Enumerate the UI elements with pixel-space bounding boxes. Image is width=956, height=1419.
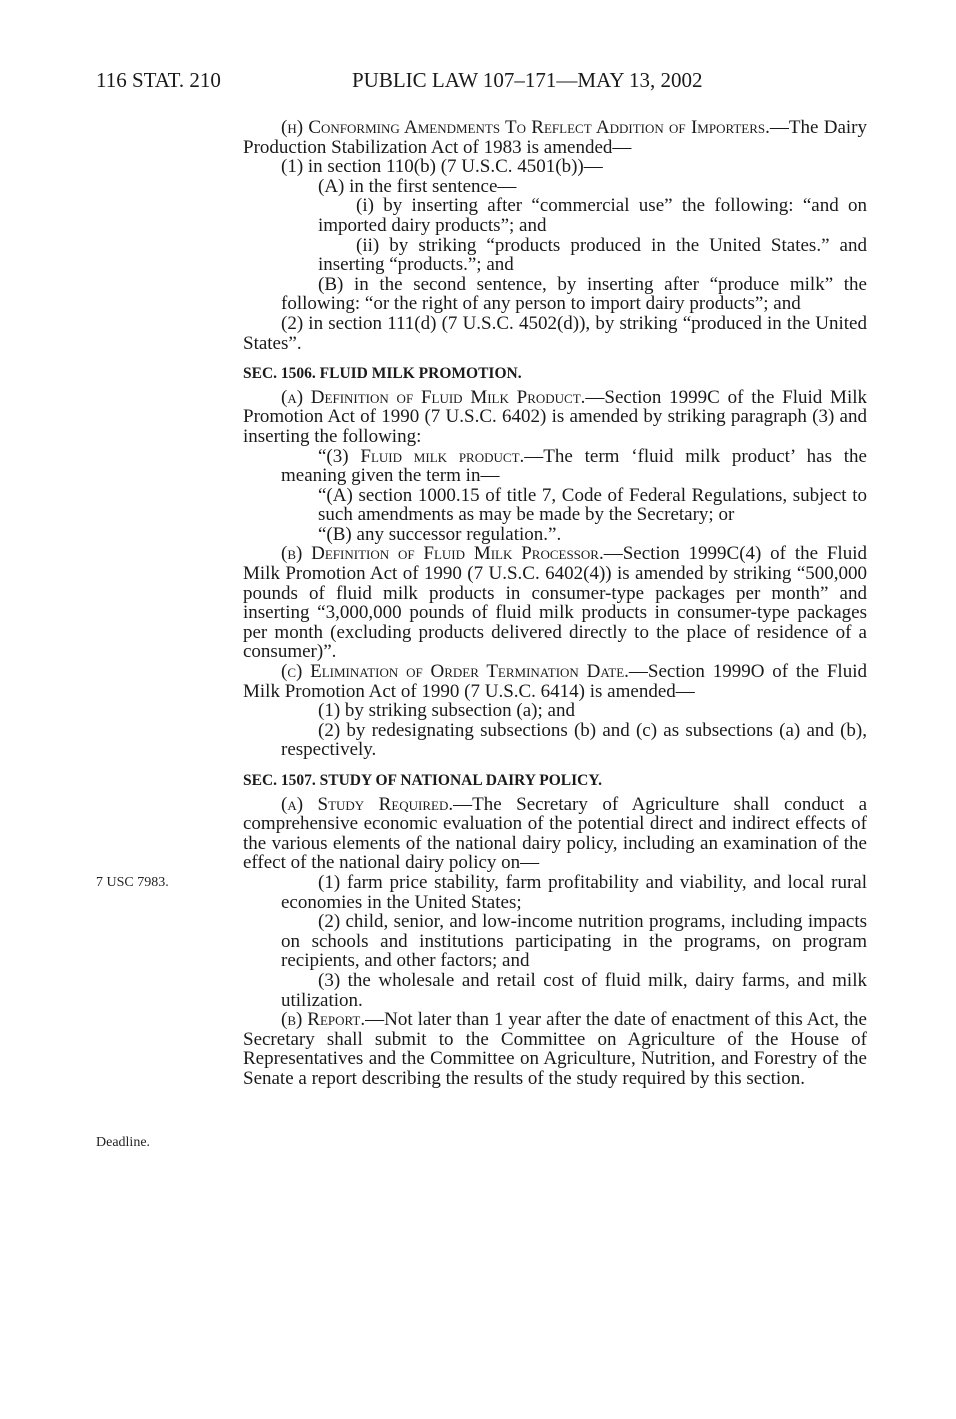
paragraph-heading: (h) Conforming Amendments To Reflect Addition of Importers. [281,117,770,138]
paragraph-heading: (b) Report. [281,1009,366,1031]
page-header [96,68,868,98]
quoted-text: —The term ‘fluid milk product’ has the meaning given the term in— [281,445,867,487]
paragraph-heading: (b) Definition of Fluid Milk Processor. [281,543,604,565]
list-item: (1) by striking subsection (a); and [318,700,575,722]
quoted-heading: “(3) Fluid milk product. [318,445,525,467]
paragraph-heading: (a) Definition of Fluid Milk Product. [281,386,586,408]
public-law-title: PUBLIC LAW 107–171—MAY 13, 2002 [352,68,703,92]
list-item: (ii) by striking “products produced in the United States.” and inserting “products.”; and [318,234,867,276]
list-item: (i) by inserting after “commercial use” the following: “and on imported dairy products”; and [318,195,867,236]
margin-note-usc: 7 USC 7983. [96,875,169,890]
list-item: (2) by redesignating subsections (b) and (c) as subsections (a) and (b), respectively. [281,719,867,761]
list-item: (B) in the second sentence, by inserting after “produce milk” the following: “or the right of any person to import dairy products”; and [281,273,867,315]
list-item: (2) in section 111(d) (7 U.S.C. 4502(d)), by striking “produced in the United States”. [243,312,867,354]
paragraph-1506-b [243,544,867,662]
paragraph-heading: (c) Elimination of Order Termination Date. [281,661,629,683]
section-title-1507: SEC. 1507. STUDY OF NATIONAL DAIRY POLICY. [243,772,603,789]
paragraph-text: —The Secretary of Agriculture shall conduct a comprehensive economic evaluation of the potential direct and indirect effects of the various elements of the national dairy policy, including an examination of the effect of the national dairy policy on— [243,793,868,874]
list-item: “(A) section 1000.15 of title 7, Code of Federal Regulations, subject to such amendments as may be made by the Secretary; or [318,484,867,526]
margin-note-deadline: Deadline. [96,1135,151,1150]
paragraph-1507-a [243,795,867,873]
statute-page-number: 116 STAT. 210 [96,68,221,92]
paragraph-text: —Not later than 1 year after the date of enactment of this Act, the Secretary shall submit to the Committee on Agriculture of the House of Representatives and the Committee on Agriculture, Nutrition, and Forestry of the Senate a report describing the results of the study required by this section. [243,1009,867,1089]
quoted-paragraph [243,447,867,486]
paragraph-heading: (a) Study Required. [281,793,454,815]
document-body [243,118,867,1089]
list-item: (2) child, senior, and low-income nutrition programs, including impacts on schools and institutions participating in the programs, on program recipients, and other factors; and [281,911,867,972]
paragraph-text: —Section 1999C(4) of the Fluid Milk Promotion Act of 1990 (7 U.S.C. 6402(4)) is amended by striking “500,000 pounds of fluid milk products in consumer-type packages per month” and inserting “3,000,000 pounds of fluid milk products in consumer-type packages per month (excluding products delivered directly to the place of residence of a consumer)”. [243,543,867,663]
list-item: (3) the wholesale and retail cost of fluid milk, dairy farms, and milk utilization. [281,969,867,1011]
paragraph-1506-a [243,388,867,447]
list-item: (A) in the first sentence— [318,175,517,197]
paragraph-1506-c [243,662,867,701]
list-item: (1) in section 110(b) (7 U.S.C. 4501(b))— [281,156,603,178]
list-item: “(B) any successor regulation.”. [318,523,562,545]
section-title-1506: SEC. 1506. FLUID MILK PROMOTION. [243,365,522,383]
paragraph-text: —Section 1999C of the Fluid Milk Promotion Act of 1990 (7 U.S.C. 6402) is amended by striking paragraph (3) and inserting the following: [243,386,868,447]
paragraph-text: —Section 1999O of the Fluid Milk Promotion Act of 1990 (7 U.S.C. 6414) is amended— [243,661,867,702]
list-item: (1) farm price stability, farm profitability and viability, and local rural economies in the United States; [281,871,867,913]
paragraph-1507-b [243,1010,867,1088]
paragraph-h [243,118,867,157]
paragraph-text: —The Dairy Production Stabilization Act of 1983 is amended— [243,117,867,158]
